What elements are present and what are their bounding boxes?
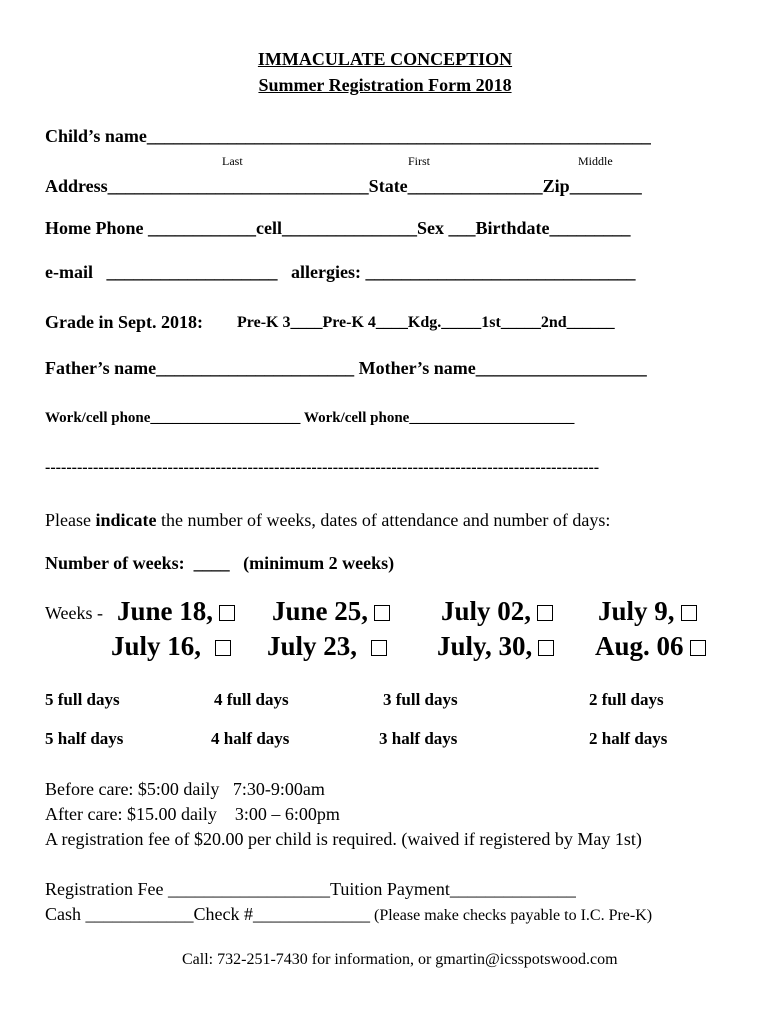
week-option[interactable]	[272, 598, 390, 625]
instructions-text	[45, 511, 610, 529]
section-divider: --------------------------------------------------------------------------------------------------------	[45, 460, 600, 476]
week-checkbox[interactable]	[219, 605, 235, 621]
week-label: Aug. 06	[595, 631, 684, 661]
week-option[interactable]	[595, 633, 706, 660]
half-days-option[interactable]: 2 half days	[589, 729, 668, 748]
half-days-option[interactable]: 3 half days	[379, 729, 458, 748]
week-checkbox[interactable]	[374, 605, 390, 621]
contact-info: Call: 732-251-7430 for information, or gmartin@icsspotswood.com	[182, 951, 618, 968]
week-label: July 23,	[267, 631, 358, 661]
registration-fee-note: A registration fee of $20.00 per child is required. (waived if registered by May 1st)	[45, 829, 642, 849]
week-checkbox[interactable]	[215, 640, 231, 656]
instructions-emphasis: indicate	[95, 510, 157, 530]
cash-check-field[interactable]: Cash ____________Check #_____________	[45, 904, 370, 924]
address-field[interactable]: Address_____________________________State_______________Zip________	[45, 176, 642, 196]
email-allergies-field[interactable]: e-mail ___________________ allergies: ______________________________	[45, 262, 636, 282]
before-care-info: Before care: $5:00 daily 7:30-9:00am	[45, 779, 325, 799]
full-days-option[interactable]: 2 full days	[589, 690, 664, 709]
week-checkbox[interactable]	[537, 605, 553, 621]
work-phone-field[interactable]: Work/cell phone____________________ Work/cell phone______________________	[45, 410, 575, 426]
week-option[interactable]	[441, 598, 553, 625]
last-name-caption: Last	[222, 154, 243, 168]
form-title: IMMACULATE CONCEPTION	[257, 49, 513, 69]
instructions-lead: Please	[45, 510, 96, 530]
check-payable-note: (Please make checks payable to I.C. Pre-K)	[369, 907, 653, 924]
child-name-field[interactable]: Child’s name________________________________________________________	[45, 126, 651, 146]
weeks-prefix: Weeks -	[45, 603, 108, 623]
week-option[interactable]	[437, 633, 554, 660]
instructions-rest: the number of weeks, dates of attendance and number of days:	[156, 510, 611, 530]
week-checkbox[interactable]	[681, 605, 697, 621]
week-checkbox[interactable]	[690, 640, 706, 656]
form-subtitle: Summer Registration Form 2018	[258, 75, 512, 95]
week-label: July 9,	[598, 596, 675, 626]
middle-name-caption: Middle	[578, 154, 613, 168]
week-label: July 16,	[111, 631, 202, 661]
full-days-option[interactable]: 3 full days	[383, 690, 458, 709]
number-of-weeks-field[interactable]: Number of weeks: ____ (minimum 2 weeks)	[45, 553, 395, 573]
week-label: July 02,	[441, 596, 532, 626]
week-checkbox[interactable]	[371, 640, 387, 656]
week-label: June 18,	[117, 596, 214, 626]
first-name-caption: First	[408, 154, 431, 168]
week-option[interactable]	[598, 598, 697, 625]
grade-label: Grade in Sept. 2018:	[45, 312, 204, 332]
week-option[interactable]	[111, 633, 231, 660]
parents-name-field[interactable]: Father’s name______________________ Mother’s name___________________	[45, 358, 647, 378]
phone-sex-birthdate-field[interactable]: Home Phone ____________cell_______________Sex ___Birthdate_________	[45, 218, 631, 238]
after-care-info: After care: $15.00 daily 3:00 – 6:00pm	[45, 804, 340, 824]
week-checkbox[interactable]	[538, 640, 554, 656]
grade-options[interactable]: Pre-K 3____Pre-K 4____Kdg._____1st_____2nd______	[237, 314, 615, 331]
payment-line	[45, 905, 652, 924]
registration-tuition-field[interactable]: Registration Fee __________________Tuition Payment______________	[45, 879, 576, 899]
full-days-option[interactable]: 5 full days	[45, 690, 120, 709]
week-option[interactable]	[117, 598, 235, 625]
half-days-option[interactable]: 5 half days	[45, 729, 124, 748]
half-days-option[interactable]: 4 half days	[211, 729, 290, 748]
full-days-option[interactable]: 4 full days	[214, 690, 289, 709]
week-option[interactable]	[267, 633, 387, 660]
week-label: July, 30,	[437, 631, 533, 661]
week-label: June 25,	[272, 596, 369, 626]
